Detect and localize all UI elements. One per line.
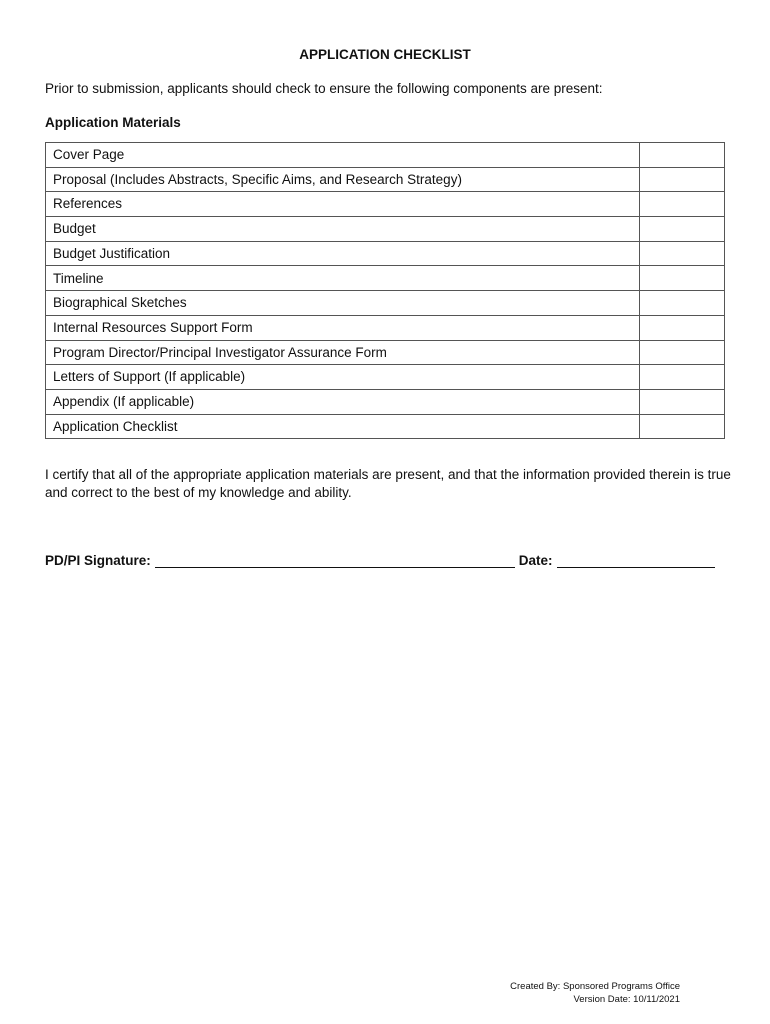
checklist-checkbox-cell[interactable]	[640, 192, 725, 217]
checklist-item-label: Budget Justification	[46, 241, 640, 266]
checklist-checkbox-cell[interactable]	[640, 241, 725, 266]
checklist-item-label: Cover Page	[46, 143, 640, 168]
checklist-item-label: Biographical Sketches	[46, 291, 640, 316]
checklist-checkbox-cell[interactable]	[640, 143, 725, 168]
checklist-checkbox-cell[interactable]	[640, 217, 725, 242]
certification-statement: I certify that all of the appropriate application materials are present, and that the information provided therein is true and correct to the best of my knowledge and ability.	[45, 467, 731, 500]
section-heading: Application Materials	[45, 115, 181, 130]
checklist-checkbox-cell[interactable]	[640, 167, 725, 192]
footer-version-date: Version Date: 10/11/2021	[573, 994, 680, 1005]
table-row	[46, 340, 725, 365]
checklist-table	[45, 142, 725, 439]
signature-line[interactable]	[155, 553, 515, 568]
footer-created-by: Created By: Sponsored Programs Office	[510, 981, 680, 992]
table-row	[46, 143, 725, 168]
checklist-item-label: Application Checklist	[46, 414, 640, 439]
table-row	[46, 389, 725, 414]
table-row	[46, 241, 725, 266]
table-row	[46, 365, 725, 390]
checklist-item-label: Program Director/Principal Investigator Assurance Form	[46, 340, 640, 365]
table-row	[46, 266, 725, 291]
table-row	[46, 217, 725, 242]
date-label: Date:	[518, 553, 553, 568]
table-row	[46, 315, 725, 340]
table-row	[46, 192, 725, 217]
checklist-item-label: Letters of Support (If applicable)	[46, 365, 640, 390]
checklist-checkbox-cell[interactable]	[640, 340, 725, 365]
checklist-checkbox-cell[interactable]	[640, 291, 725, 316]
table-row	[46, 414, 725, 439]
checklist-item-label: Budget	[46, 217, 640, 242]
checklist-checkbox-cell[interactable]	[640, 365, 725, 390]
checklist-item-label: Proposal (Includes Abstracts, Specific Aims, and Research Strategy)	[46, 167, 640, 192]
checklist-checkbox-cell[interactable]	[640, 315, 725, 340]
checklist-item-label: References	[46, 192, 640, 217]
signature-row	[45, 553, 725, 568]
table-row	[46, 291, 725, 316]
checklist-item-label: Timeline	[46, 266, 640, 291]
date-line[interactable]	[557, 553, 715, 568]
checklist-item-label: Internal Resources Support Form	[46, 315, 640, 340]
checklist-checkbox-cell[interactable]	[640, 389, 725, 414]
checklist-checkbox-cell[interactable]	[640, 414, 725, 439]
footer	[510, 980, 680, 1006]
document-title: APPLICATION CHECKLIST	[299, 47, 471, 62]
table-row	[46, 167, 725, 192]
checklist-checkbox-cell[interactable]	[640, 266, 725, 291]
signature-label: PD/PI Signature:	[45, 553, 151, 568]
intro-text: Prior to submission, applicants should check to ensure the following components are present:	[45, 81, 603, 96]
checklist-item-label: Appendix (If applicable)	[46, 389, 640, 414]
